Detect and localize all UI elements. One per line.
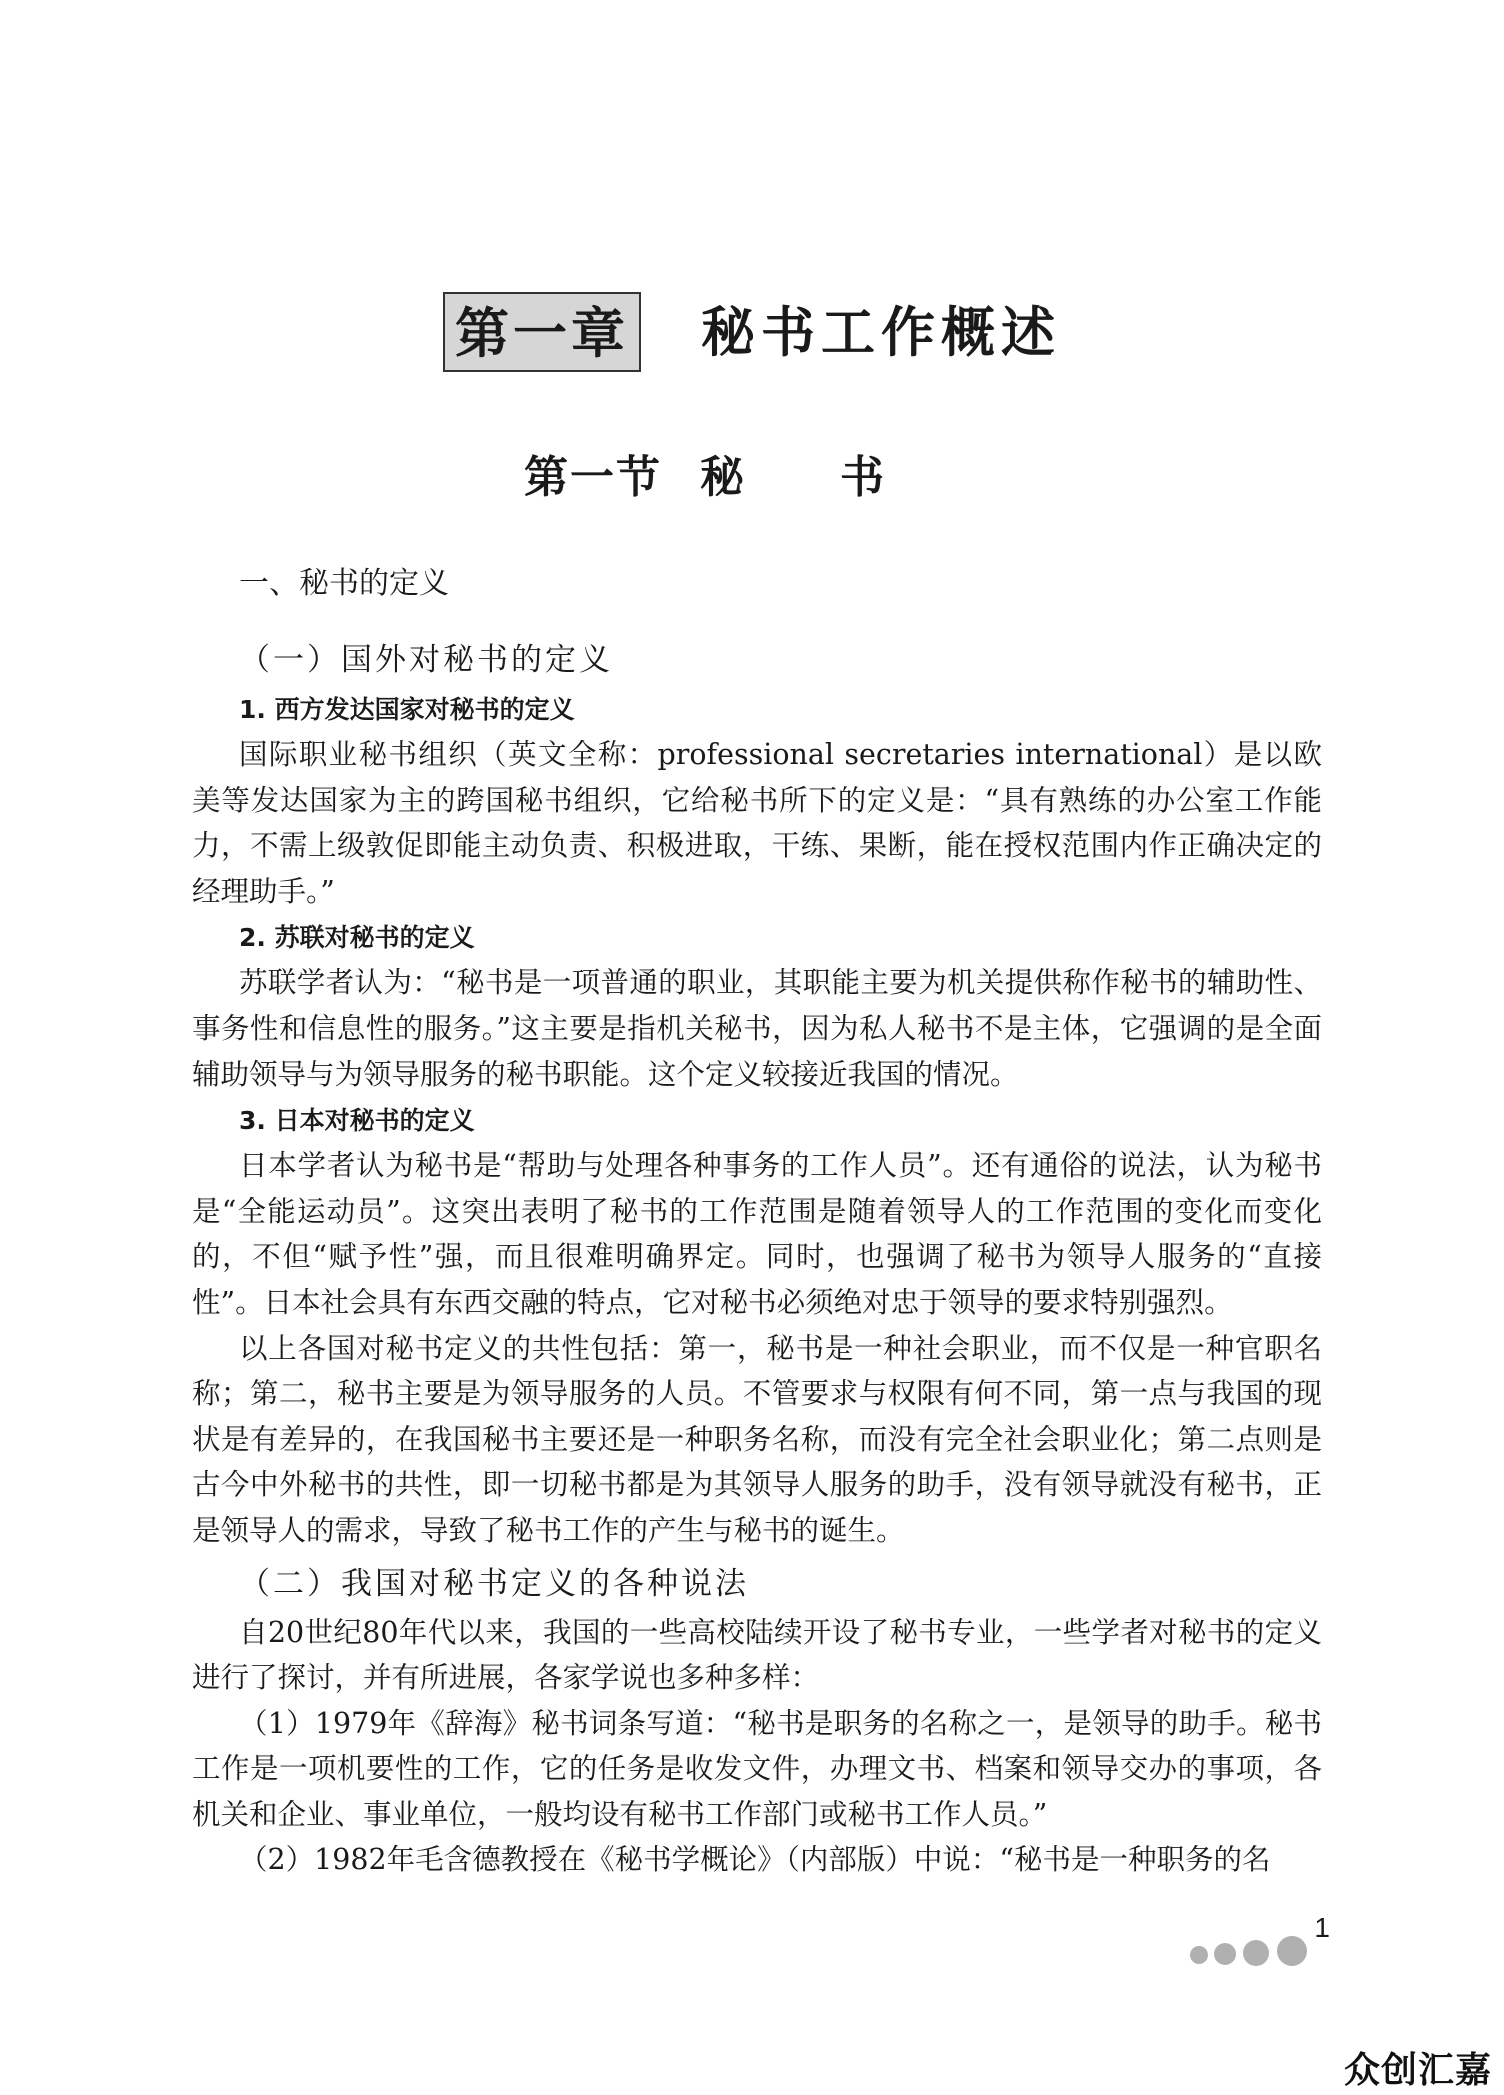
dot-icon: [1243, 1940, 1269, 1966]
dot-icon: [1277, 1936, 1307, 1966]
dot-icon: [1214, 1943, 1236, 1965]
subsection-foreign: （一）国外对秘书的定义: [239, 642, 613, 678]
subsection-china: （二）我国对秘书定义的各种说法: [239, 1565, 749, 1602]
item-heading-japan: 3. 日本对秘书的定义: [239, 1106, 475, 1136]
chapter-number: 第一章: [443, 292, 641, 372]
section-name: 秘书: [700, 452, 980, 503]
paragraph: 自20世纪80年代以来，我国的一些高校陆续开设了秘书专业，一些学者对秘书的定义进行了探讨，并有所进展，各家学说也多种多样：: [192, 1615, 1322, 1695]
paragraph: 国际职业秘书组织（英文全称：professional secretaries international）是以欧美等发达国家为主的跨国秘书组织，它给秘书所下的定义是：“具有熟练的办公室工作能力，不需上级敦促即能主动负责、积极进取，干练、果断，能在授权范围内作正确决定的经理助手。”: [192, 738, 1322, 908]
watermark-logo: 众创汇嘉: [1343, 2050, 1492, 2091]
paragraph: （1）1979年《辞海》秘书词条写道：“秘书是职务的名称之一，是领导的助手。秘书工作是一项机要性的工作，它的任务是收发文件，办理文书、档案和领导交办的事项，各机关和企业、事业单位，一般均设有秘书工作部门或秘书工作人员。”: [192, 1706, 1322, 1831]
page-content: [192, 552, 1322, 1883]
heading-definition: 一、秘书的定义: [239, 566, 449, 601]
chapter-name: 秘书工作概述: [701, 300, 1061, 364]
paragraph: （2）1982年毛含德教授在《秘书学概论》（内部版）中说：“秘书是一种职务的名: [239, 1843, 1271, 1877]
page-number: 1: [1314, 1912, 1330, 1943]
paragraph: 日本学者认为秘书是“帮助与处理各种事务的工作人员”。还有通俗的说法，认为秘书是“全能运动员”。这突出表明了秘书的工作范围是随着领导人的工作范围的变化而变化的，不但“赋予性”强，而且很难明确界定。同时，也强调了秘书为领导人服务的“直接性”。日本社会具有东西交融的特点，它对秘书必须绝对忠于领导的要求特别强烈。: [192, 1149, 1322, 1319]
dot-icon: [1190, 1946, 1208, 1964]
paragraph: 以上各国对秘书定义的共性包括：第一，秘书是一种社会职业，而不仅是一种官职名称；第二，秘书主要是为领导服务的人员。不管要求与权限有何不同，第一点与我国的现状是有差异的，在我国秘书主要还是一种职务名称，而没有完全社会职业化；第二点则是古今中外秘书的共性，即一切秘书都是为其领导人服务的助手，没有领导就没有秘书，正是领导人的需求，导致了秘书工作的产生与秘书的诞生。: [192, 1331, 1322, 1547]
section-number: 第一节: [524, 452, 662, 503]
item-heading-west: 1. 西方发达国家对秘书的定义: [239, 695, 575, 724]
chapter-title: [0, 292, 1504, 372]
paragraph: 苏联学者认为：“秘书是一项普通的职业，其职能主要为机关提供称作秘书的辅助性、事务性和信息性的服务。”这主要是指机关秘书，因为私人秘书不是主体，它强调的是全面辅助领导与为领导服务的秘书职能。这个定义较接近我国的情况。: [192, 966, 1322, 1091]
item-heading-ussr: 2. 苏联对秘书的定义: [239, 923, 475, 953]
section-title: [0, 448, 1504, 508]
